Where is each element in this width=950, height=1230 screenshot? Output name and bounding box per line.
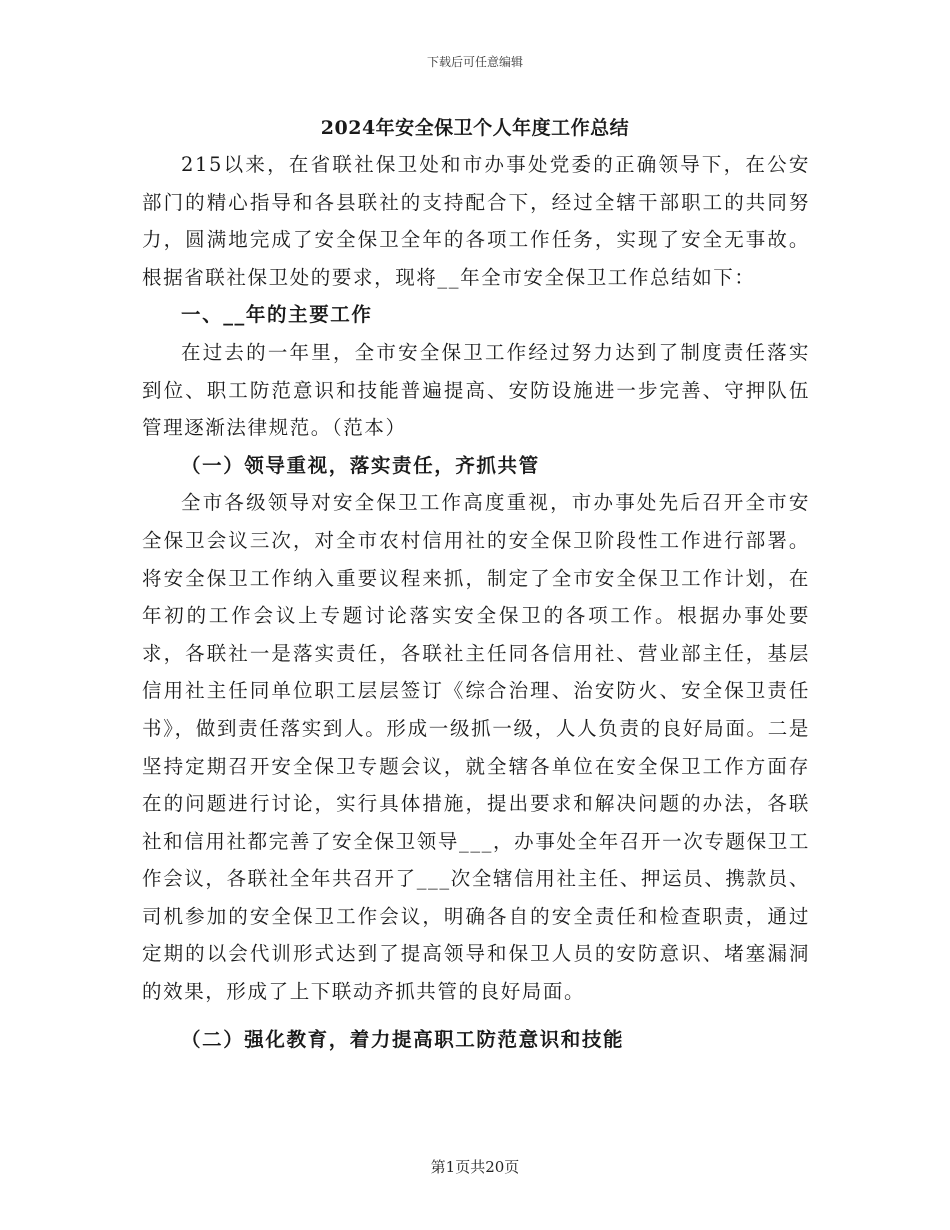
summary-paragraph: 在过去的一年里，全市安全保卫工作经过努力达到了制度责任落实到位、职工防范意识和技能普遍提高、安防设施进一步完善、守押队伍管理逐渐法律规范。（范本） <box>142 340 810 440</box>
subsection-heading-2: （二）强化教育，着力提高职工防范意识和技能 <box>181 1027 625 1051</box>
header-note: 下载后可任意编辑 <box>426 55 523 69</box>
body-paragraph-1: 全市各级领导对安全保卫工作高度重视，市办事处先后召开全市安全保卫会议三次，对全市农村信用社的安全保卫阶段性工作进行部署。将安全保卫工作纳入重要议程来抓，制定了全市安全保卫工作计划，在年初的工作会议上专题讨论落实安全保卫的各项工作。根据办事处要求，各联社一是落实责任，各联社主任同各信用社、营业部主任，基层信用社主任同单位职工层层签订《综合治理、治安防火、安全保卫责任书》，做到责任落实到人。形成一级抓一级，人人负责的良好局面。二是坚持定期召开安全保卫专题会议，就全辖各单位在安全保卫工作方面存在的问题进行讨论，实行具体措施，提出要求和解决问题的办法，各联社和信用社都完善了安全保卫领导___，办事处全年召开一次专题保卫工作会议，各联社全年共召开了___次全辖信用社主任、押运员、携款员、司机参加的安全保卫工作会议，明确各自的安全责任和检查职责，通过定期的以会代训形式达到了提高领导和保卫人员的安防意识、堵塞漏洞的效果，形成了上下联动齐抓共管的良好局面。 <box>142 491 810 1004</box>
document-title: 2024年安全保卫个人年度工作总结 <box>320 117 630 139</box>
intro-paragraph: 215以来，在省联社保卫处和市办事处党委的正确领导下，在公安部门的精心指导和各县联社的支持配合下，经过全辖干部职工的共同努力，圆满地完成了安全保卫全年的各项工作任务，实现了安全无事故。根据省联社保卫处的要求，现将__年全市安全保卫工作总结如下： <box>142 153 810 289</box>
page-number: 第1页共20页 <box>430 1158 520 1176</box>
subsection-heading-1: （一）领导重视，落实责任，齐抓共管 <box>181 453 540 477</box>
section-heading-main-work: 一、__年的主要工作 <box>181 303 373 327</box>
document-body <box>142 146 810 1058</box>
